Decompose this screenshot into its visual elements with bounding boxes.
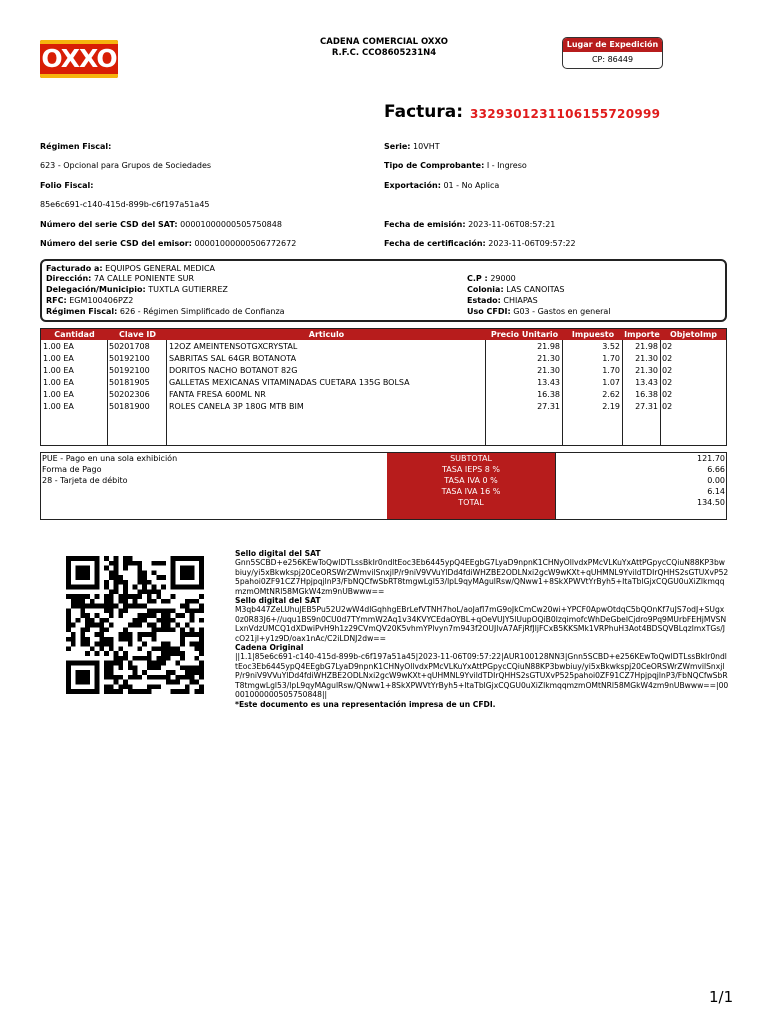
delegacion-label: Delegación/Municipio: xyxy=(46,285,146,294)
item-cantidad: 1.00 EA xyxy=(43,342,74,351)
header-clave-id: Clave ID xyxy=(118,330,157,339)
item-clave: 50201708 xyxy=(109,342,150,351)
regimen-fiscal-value: 623 - Opcional para Grupos de Sociedades xyxy=(40,161,212,170)
logo-text: OXXO xyxy=(41,44,117,73)
item-cantidad: 1.00 EA xyxy=(43,354,74,363)
exportacion-line xyxy=(384,181,499,191)
subtotal-value: 121.70 xyxy=(697,454,725,463)
cp-label: C.P : xyxy=(467,274,488,283)
items-table xyxy=(40,328,727,446)
item-precio: 21.30 xyxy=(537,354,560,363)
delegacion-line xyxy=(46,285,228,295)
item-precio: 13.43 xyxy=(537,378,560,387)
iva16-value: 6.14 xyxy=(707,487,725,496)
uso-cfdi-line xyxy=(467,307,611,317)
col-divider xyxy=(107,340,108,445)
csd-sat-label: Número del serie CSD del SAT: xyxy=(40,220,178,229)
estado-label: Estado: xyxy=(467,296,501,305)
item-cantidad: 1.00 EA xyxy=(43,378,74,387)
item-impuesto: 2.19 xyxy=(602,402,620,411)
item-importe: 21.30 xyxy=(635,354,658,363)
csd-sat-line xyxy=(40,220,282,230)
iva0-value: 0.00 xyxy=(707,476,725,485)
logo-bottom-stripe xyxy=(40,74,118,78)
item-precio: 21.30 xyxy=(537,366,560,375)
rfc-label: RFC: xyxy=(46,296,67,305)
serie-line xyxy=(384,142,440,152)
qr-code xyxy=(66,556,204,694)
factura-number: 332930123110615572099​9 xyxy=(470,107,661,121)
payment-info xyxy=(42,453,177,486)
item-objetoimp: 02 xyxy=(662,354,673,363)
header-articulo: Articulo xyxy=(308,330,345,339)
exportacion-value: 01 - No Aplica xyxy=(443,181,500,190)
cp-value: 29000 xyxy=(490,274,516,283)
iva0-label: TASA IVA 0 % xyxy=(444,476,498,485)
direccion-line xyxy=(46,274,194,284)
fecha-emision-label: Fecha de emisión: xyxy=(384,220,466,229)
item-clave: 50181900 xyxy=(109,402,150,411)
header-precio-unitario: Precio Unitario xyxy=(490,330,559,339)
sello-sat-title: Sello digital del SAT xyxy=(235,549,321,558)
cfdi-note: *Este documento es una representación impresa de un CFDI. xyxy=(235,699,496,709)
serie-label: Serie: xyxy=(384,142,411,151)
header-objetoimp: ObjetoImp xyxy=(669,330,718,339)
item-precio: 21.98 xyxy=(537,342,560,351)
item-articulo: GALLETAS MEXICANAS VITAMINADAS CUETARA 135G BOLSA xyxy=(169,378,410,387)
total-value: 134.50 xyxy=(697,498,725,507)
header-impuesto: Impuesto xyxy=(571,330,615,339)
csd-sat-value: 00001000000505750848 xyxy=(180,220,282,229)
csd-emisor-line xyxy=(40,239,296,249)
cliente-box xyxy=(40,259,727,322)
csd-emisor-value: 00001000000506772672 xyxy=(194,239,297,248)
item-objetoimp: 02 xyxy=(662,378,673,387)
item-importe: 16.38 xyxy=(635,390,658,399)
header-importe: Importe xyxy=(624,330,660,339)
item-cantidad: 1.00 EA xyxy=(43,366,74,375)
regimen-cliente-value: 626 - Régimen Simplificado de Confianza xyxy=(119,307,285,316)
totals-values xyxy=(555,453,727,519)
item-clave: 50202306 xyxy=(109,390,150,399)
metodo-pago: PUE - Pago en una sola exhibición xyxy=(42,454,178,463)
rfc-value: EGM100406PZ2 xyxy=(69,296,134,305)
subtotal-label: SUBTOTAL xyxy=(450,454,492,463)
page-counter: 1/1 xyxy=(709,988,734,1006)
header-cantidad: Cantidad xyxy=(54,330,95,339)
oxxo-logo xyxy=(40,40,118,78)
sello-sat-value: Gnn5SCBD+e256KEwToQwlDTLssBkIr0ndltEoc3Eb6445ypQ4EEgbG7LyaD9npnK1CHNyOllvdxPMcVLKuYxAttPGpycCQiuN88KP3bwbiuy/yi5xBkwkspj20CeORSWrZWmvilSnxjlP/r9niV9VVuYlDd4fdiWHZBE2ODLNxi2gcW9wKXt+qUHMNL9YvildTDIrQHHS2sGTUXvP525pahoi0ZF91CZ7HpjpqjlnP3/FbNQCfwSbRT8tmgwLgl53/lpL9qyMAgulRsw/QNww1+8SkXPWVtYrByh5+ItaTblGjxCQGU0uXiZlkmqqmzmOMtNRl58MGkW4zm9nUBwww== xyxy=(235,558,729,596)
forma-pago-value: 28 - Tarjeta de débito xyxy=(42,476,128,485)
item-clave: 50192100 xyxy=(109,366,150,375)
col-divider xyxy=(562,340,563,445)
forma-pago-label: Forma de Pago xyxy=(42,465,102,474)
sellos-section xyxy=(235,549,729,709)
fecha-certificacion-value: 2023-11-06T09:57:22 xyxy=(488,239,576,248)
company-name: CADENA COMERCIAL OXXO xyxy=(320,37,448,47)
ieps-value: 6.66 xyxy=(707,465,725,474)
folio-fiscal-label: Folio Fiscal: xyxy=(40,181,94,190)
fecha-emision-value: 2023-11-06T08:57:21 xyxy=(468,220,556,229)
item-objetoimp: 02 xyxy=(662,366,673,375)
colonia-line xyxy=(467,285,564,295)
item-clave: 50192100 xyxy=(109,354,150,363)
item-impuesto: 1.07 xyxy=(602,378,620,387)
item-impuesto: 2.62 xyxy=(602,390,620,399)
fecha-emision-line xyxy=(384,220,555,230)
direccion-label: Dirección: xyxy=(46,274,92,283)
item-articulo: DORITOS NACHO BOTANOT 82G xyxy=(169,366,298,375)
company-header xyxy=(250,37,518,59)
totals-box xyxy=(40,452,727,520)
facturado-label: Facturado a: xyxy=(46,264,103,273)
factura-label: Factura: xyxy=(384,102,464,122)
item-importe: 27.31 xyxy=(635,402,658,411)
colonia-label: Colonia: xyxy=(467,285,504,294)
col-divider xyxy=(660,340,661,445)
rfc-line xyxy=(46,296,133,306)
totals-labels xyxy=(387,453,555,519)
item-impuesto: 1.70 xyxy=(602,354,620,363)
folio-fiscal-value: 85e6c691-c140-415d-899b-c6f197a51a45 xyxy=(40,200,210,209)
item-impuesto: 3.52 xyxy=(602,342,620,351)
item-articulo: ROLES CANELA 3P 180G MTB BIM xyxy=(169,402,304,411)
item-cantidad: 1.00 EA xyxy=(43,390,74,399)
fecha-certificacion-line xyxy=(384,239,576,249)
colonia-value: LAS CANOITAS xyxy=(506,285,565,294)
ieps-label: TASA IEPS 8 % xyxy=(441,465,501,474)
item-clave: 50181905 xyxy=(109,378,150,387)
total-label: TOTAL xyxy=(458,498,484,507)
sello-emisor-value: M3qb447ZeLUhuJEB5Pu52U2wW4dlGqhhgEBrLefVTNH7hoL/aoJafl7mG9oJkCmCw20wi+YPCF0ApwOtdqC5bQOnKf7uJS7odJ+SUgx0z0R83J6+//uqu1BS9n0CU0d7TYmmW2Aq1v34KVYCEdaOYBL+qOeVUJY5lUupOQiB0lzqimofcWhDeGbelCjdro9Pq9MUrbFEHjMVSNLxnVdzUMCQ1dXDwiPvH9h1z29CVmQV20K5vhmYPlvyn7m943f2OUJlvA7AFjRfJljFCxB5KKSMk1VRPhuH3Aot4BDSQVBLqzlmxTGs/JcO21jl+y1z9D/oax1nAc/C2iLDNJ2dw== xyxy=(235,605,727,643)
estado-line xyxy=(467,296,538,306)
item-objetoimp: 02 xyxy=(662,390,673,399)
col-divider xyxy=(485,340,486,445)
estado-value: CHIAPAS xyxy=(503,296,538,305)
uso-cfdi-value: G03 - Gastos en general xyxy=(513,307,611,316)
iva16-label: TASA IVA 16 % xyxy=(441,487,501,496)
tipo-comprobante-value: I - Ingreso xyxy=(486,161,527,170)
delegacion-value: TUXTLA GUTIERREZ xyxy=(148,285,228,294)
item-articulo: FANTA FRESA 600ML NR xyxy=(169,390,266,399)
uso-cfdi-label: Uso CFDI: xyxy=(467,307,511,316)
cp-line xyxy=(467,274,516,284)
tipo-comprobante-line xyxy=(384,161,527,171)
lugar-expedicion-title: Lugar de Expedición xyxy=(563,38,662,52)
item-precio: 16.38 xyxy=(537,390,560,399)
item-articulo: 12OZ AMEINTENSOTGXCRYSTAL xyxy=(169,342,298,351)
cadena-original-title: Cadena Original xyxy=(235,643,304,653)
item-precio: 27.31 xyxy=(537,402,560,411)
regimen-fiscal-label: Régimen Fiscal: xyxy=(40,142,112,151)
serie-value: 10VHT xyxy=(413,142,440,151)
sello-emisor-title: Sello digital del SAT xyxy=(235,596,321,606)
cadena-original-value: ||1.1|85e6c691-c140-415d-899b-c6f197a51a45|2023-11-06T09:57:22|AUR100128NN3|Gnn5SCBD+e256KEwToQwlDTLssBkIr0ndltEoc3Eb6445ypQ4EEgbG7LyaD9npnK1CHNyOllvdxPMcVLKuYxAttPGpycCQiuN88KP3bwbiuy/yi5xBkwkspj20CeORSWrZWmvilSnxjlP/r9niV9VVuYlDd4fdiWHZBE2ODLNxi2gcW9wKXt+qUHMNL9YvildTDIrQHHS2sGTUXvP525pahoi0ZF91CZ7HpjpqjlnP3/FbNQCfwSbRT8tmgwLgl53/lpL9qyMAgulRsw/QNww1+8SkXPWVtYrByh5+ItaTblGjxCQGU0uXiZlkmqqmzmOMtNRl58MGkW4zm9nUBwww==|00001000000505750848|| xyxy=(235,652,729,700)
tipo-comprobante-label: Tipo de Comprobante: xyxy=(384,161,485,170)
item-articulo: SABRITAS SAL 64GR BOTANOTA xyxy=(169,354,297,363)
item-impuesto: 1.70 xyxy=(602,366,620,375)
item-importe: 21.98 xyxy=(635,342,658,351)
fecha-certificacion-label: Fecha de certificación: xyxy=(384,239,486,248)
item-objetoimp: 02 xyxy=(662,402,673,411)
item-importe: 13.43 xyxy=(635,378,658,387)
item-objetoimp: 02 xyxy=(662,342,673,351)
item-importe: 21.30 xyxy=(635,366,658,375)
items-table-header xyxy=(41,329,726,340)
col-divider xyxy=(622,340,623,445)
facturado-line xyxy=(46,264,215,274)
col-divider xyxy=(166,340,167,445)
regimen-cliente-line xyxy=(46,307,285,317)
regimen-cliente-label: Régimen Fiscal: xyxy=(46,307,118,316)
company-rfc: R.F.C. CCO8605231N4 xyxy=(331,48,437,58)
exportacion-label: Exportación: xyxy=(384,181,441,190)
csd-emisor-label: Número del serie CSD del emisor: xyxy=(40,239,192,248)
lugar-expedicion-box xyxy=(562,37,663,69)
item-cantidad: 1.00 EA xyxy=(43,402,74,411)
direccion-value: 7A CALLE PONIENTE SUR xyxy=(93,274,195,283)
lugar-expedicion-cp: CP: 86449 xyxy=(591,55,634,64)
facturado-value: EQUIPOS GENERAL MEDICA xyxy=(105,264,215,273)
